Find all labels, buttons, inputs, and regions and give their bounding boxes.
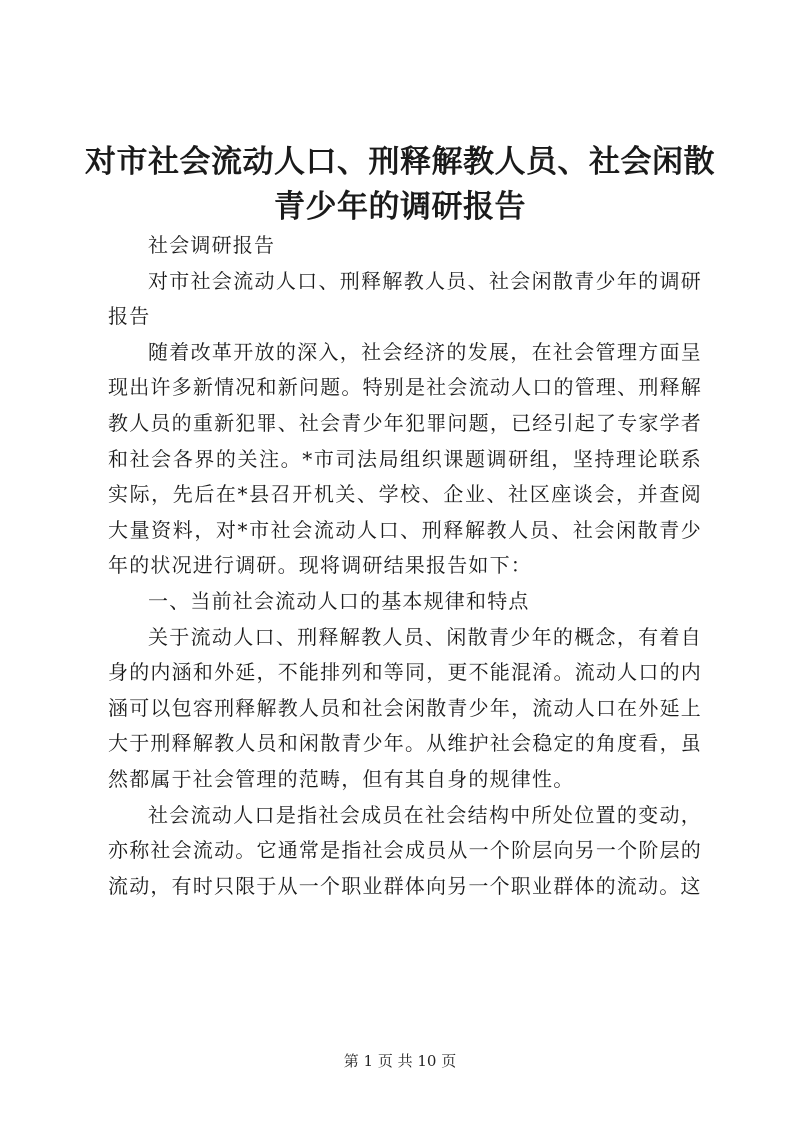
paragraph-definition: 社会流动人口是指社会成员在社会结构中所处位置的变动，亦称社会流动。它通常是指社会成员从一个阶层向另一个阶层的流动，有时只限于从一个职业群体向另一个职业群体的流动。这 xyxy=(108,802,702,898)
title-line-2: 青少年的调研报告 xyxy=(274,189,526,225)
section-heading-1: 一、当前社会流动人口的基本规律和特点 xyxy=(148,588,530,613)
document-title xyxy=(80,140,720,230)
title-line-1: 对市社会流动人口、刑释解教人员、社会闲散 xyxy=(85,144,715,180)
paragraph-subtitle: 对市社会流动人口、刑释解教人员、社会闲散青少年的调研报告 xyxy=(108,268,702,329)
paragraph-category: 社会调研报告 xyxy=(148,233,276,257)
paragraph-concepts: 关于流动人口、刑释解教人员、闲散青少年的概念，有着自身的内涵和外延，不能排列和等同，更不能混淆。流动人口的内涵可以包容刑释解教人员和社会闲散青少年，流动人口在外延上大于刑释解教人员和闲散青少年。从维护社会稳定的角度看，虽然都属于社会管理的范畴，但有其自身的规律性。 xyxy=(108,624,702,791)
paragraph-introduction: 随着改革开放的深入，社会经济的发展，在社会管理方面呈现出许多新情况和新问题。特别是社会流动人口的管理、刑释解教人员的重新犯罪、社会青少年犯罪问题，已经引起了专家学者和社会各界的关注。*市司法局组织课题调研组，坚持理论联系实际，先后在*县召开机关、学校、企业、社区座谈会，并查阅大量资料，对*市社会流动人口、刑释解教人员、社会闲散青少年的状况进行调研。现将调研结果报告如下： xyxy=(108,339,702,578)
document-body xyxy=(108,228,702,904)
page-footer: 第 1 页 共 10 页 xyxy=(343,1052,457,1070)
